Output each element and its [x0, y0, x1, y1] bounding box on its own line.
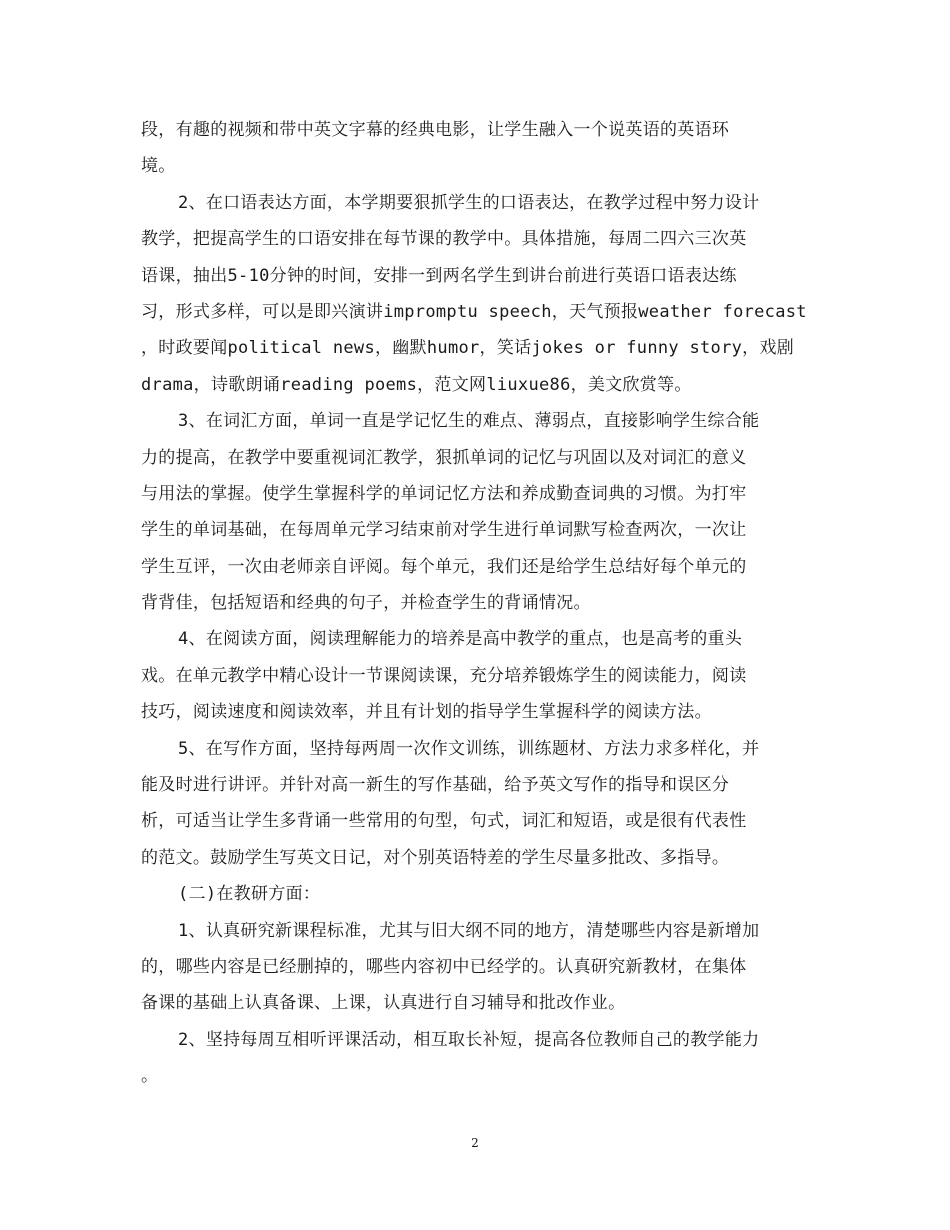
- body-text: [141, 112, 809, 1095]
- text-line: 力的提高，在教学中要重视词汇教学，狠抓单词的记忆与巩固以及对词汇的意义: [141, 447, 747, 468]
- text-line: drama，诗歌朗诵reading poems，范文网liuxue86，美文欣赏等。: [141, 374, 692, 395]
- text-line: 的范文。鼓励学生写英文日记，对个别英语特差的学生尽量多批改、多指导。: [141, 847, 730, 868]
- text-line: 教学，把提高学生的口语安排在每节课的教学中。具体措施，每周二四六三次英: [141, 229, 747, 250]
- text-line: 1、认真研究新课程标准，尤其与旧大纲不同的地方，清楚哪些内容是新增加: [178, 920, 760, 941]
- text-line: ，时政要闻political news，幽默humor，笑话jokes or funny story，戏剧: [141, 338, 795, 359]
- text-line: 与用法的掌握。使学生掌握科学的单词记忆方法和养成勤查词典的习惯。为打牢: [141, 483, 747, 504]
- text-line: 学生互评，一次由老师亲自评阅。每个单元，我们还是给学生总结好每个单元的: [141, 556, 747, 577]
- text-line: 技巧，阅读速度和阅读效率，并且有计划的指导学生掌握科学的阅读方法。: [141, 702, 712, 723]
- text-line: (二)在教研方面：: [178, 884, 321, 905]
- text-line: 段，有趣的视频和带中英文字幕的经典电影，让学生融入一个说英语的英语环: [141, 120, 730, 140]
- page-number: 2: [471, 1136, 479, 1150]
- text-line: 能及时进行讲评。并针对高一新生的写作基础，给予英文写作的指导和误区分: [141, 775, 730, 796]
- text-line: 习，形式多样，可以是即兴演讲impromptu speech，天气预报weather forecast: [141, 301, 807, 322]
- text-line: 戏。在单元教学中精心设计一节课阅读课，充分培养锻炼学生的阅读能力，阅读: [141, 665, 747, 686]
- text-line: 的，哪些内容是已经删掉的，哪些内容初中已经学的。认真研究新教材，在集体: [141, 956, 747, 977]
- text-line: 5、在写作方面，坚持每两周一次作文训练，训练题材、方法力求多样化，并: [178, 738, 760, 759]
- text-line: 析，可适当让学生多背诵一些常用的句型，句式，词汇和短语，或是很有代表性: [141, 811, 747, 832]
- text-line: 备课的基础上认真备课、上课，认真进行自习辅导和批改作业。: [141, 993, 626, 1014]
- text-line: 背背佳，包括短语和经典的句子，并检查学生的背诵情况。: [141, 593, 591, 614]
- text-line: 学生的单词基础，在每周单元学习结束前对学生进行单词默写检查两次，一次让: [141, 520, 747, 541]
- text-line: 3、在词汇方面，单词一直是学记忆生的难点、薄弱点，直接影响学生综合能: [178, 411, 760, 432]
- text-line: 境。: [141, 156, 176, 177]
- text-line: 2、在口语表达方面，本学期要狠抓学生的口语表达，在教学过程中努力设计: [178, 192, 760, 213]
- text-line: 。: [141, 1066, 159, 1087]
- text-line: 语课，抽出5-10分钟的时间，安排一到两名学生到讲台前进行英语口语表达练: [141, 265, 737, 286]
- text-line: 2、坚持每周互相听评课活动，相互取长补短，提高各位教师自己的教学能力: [178, 1029, 760, 1050]
- text-line: 4、在阅读方面，阅读理解能力的培养是高中教学的重点，也是高考的重头: [178, 629, 743, 650]
